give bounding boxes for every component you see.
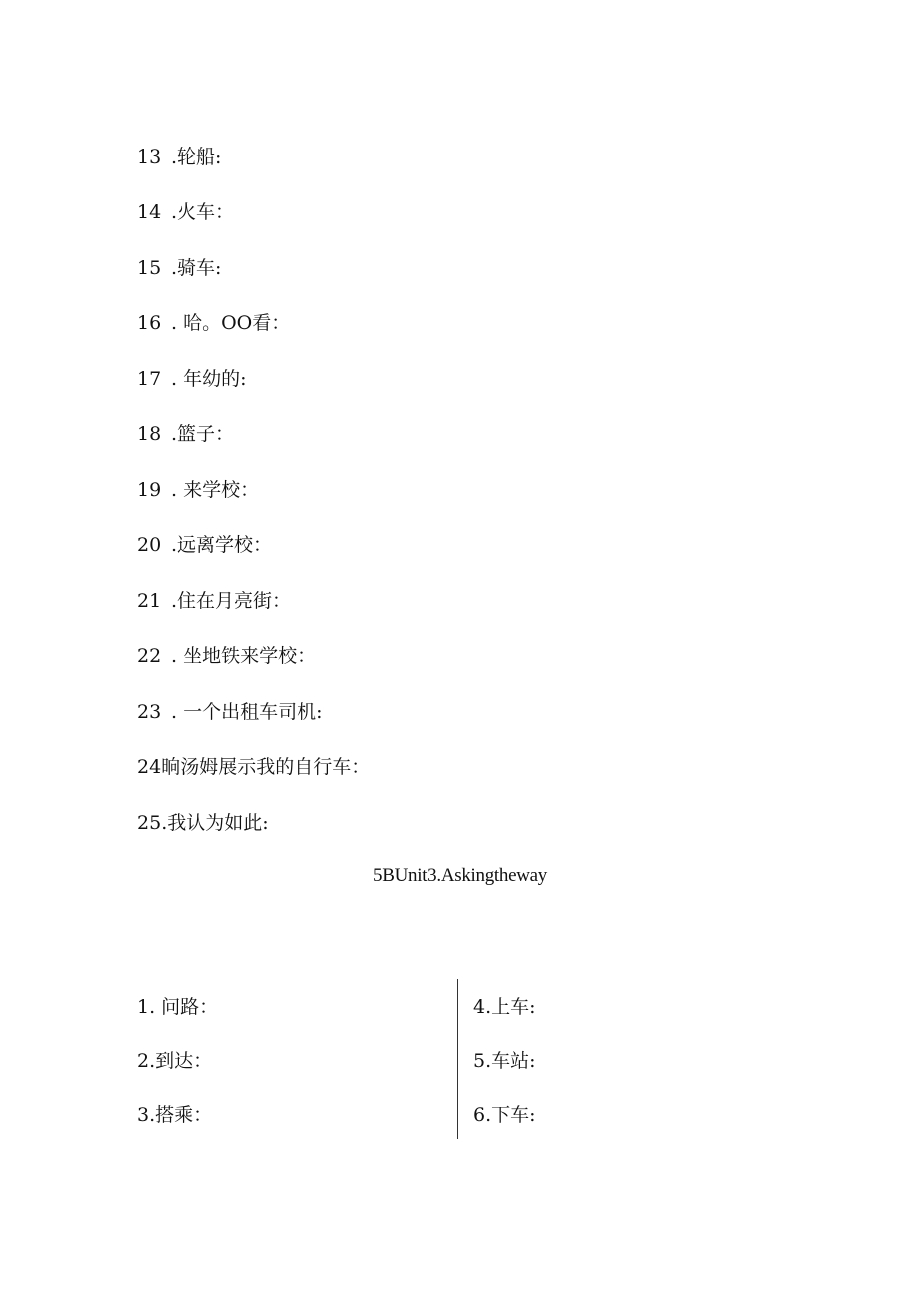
item-text: . 来学校： <box>171 479 260 501</box>
item-number: 24 <box>137 756 162 778</box>
list-item: 3.搭乘： <box>137 1104 213 1126</box>
item-text: . 哈。OO看： <box>171 312 291 334</box>
list-item <box>137 755 370 779</box>
item-text: .火车： <box>171 201 235 223</box>
item-number: 15 <box>137 257 162 279</box>
item-text: .远离学校： <box>171 534 273 556</box>
list-item: 2.到达： <box>137 1050 213 1072</box>
item-text: .轮船: <box>171 146 222 168</box>
item-number: 17 <box>137 368 162 390</box>
item-number: 16 <box>137 312 162 334</box>
list-item <box>137 145 221 169</box>
section-title: 5BUnit3.Askingtheway <box>373 865 547 886</box>
item-text: . 一个出租车司机: <box>171 701 323 723</box>
item-number: 20 <box>137 534 162 556</box>
list-item <box>137 589 291 613</box>
list-item <box>137 644 316 668</box>
list-item <box>137 311 290 335</box>
item-number: 18 <box>137 423 162 445</box>
list-item: 6.下车: <box>473 1104 536 1126</box>
item-number: 23 <box>137 701 162 723</box>
item-number: 22 <box>137 645 162 667</box>
list-item <box>137 700 322 724</box>
item-text: . 年幼的: <box>171 368 247 390</box>
list-item <box>137 256 221 280</box>
item-text: 晌汤姆展示我的自行车： <box>161 756 371 778</box>
list-item: 5.车站: <box>473 1050 536 1072</box>
list-item <box>137 478 259 502</box>
list-item <box>137 422 234 446</box>
list-item <box>137 533 272 557</box>
list-item: 1. 问路： <box>137 996 219 1018</box>
item-text: . 坐地铁来学校： <box>171 645 317 667</box>
item-number: 14 <box>137 201 162 223</box>
item-text: .我认为如此: <box>161 812 269 834</box>
list-item: 4.上车: <box>473 996 536 1018</box>
list-item <box>137 200 234 224</box>
item-text: .骑车: <box>171 257 222 279</box>
list-item <box>137 811 269 835</box>
column-divider <box>457 979 458 1139</box>
item-number: 13 <box>137 146 162 168</box>
item-text: .住在月亮街： <box>171 590 292 612</box>
list-item <box>137 367 246 391</box>
item-number: 25 <box>137 812 162 834</box>
item-number: 21 <box>137 590 162 612</box>
item-number: 19 <box>137 479 162 501</box>
item-text: .篮子： <box>171 423 235 445</box>
